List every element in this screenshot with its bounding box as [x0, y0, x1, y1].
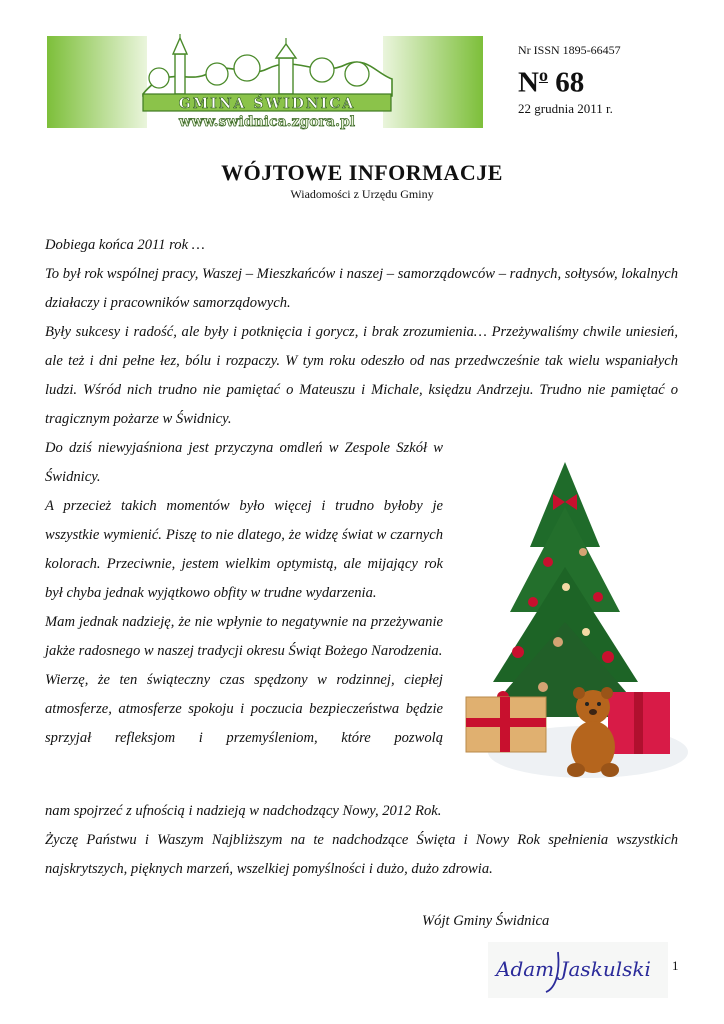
issn: Nr ISSN 1895-66457: [518, 43, 621, 57]
paragraph: Życzę Państwu i Waszym Najbliższym na te nadchodzące Święta i Nowy Rok spełnienia wszystkich najskrytszych, pięknych marzeń, wszelkiej pomyślności i dużo, dużo zdrowia.: [45, 832, 678, 877]
paragraph: Były sukcesy i radość, ale były i potknięcia i gorycz, i brak zrozumienia… Przeżywaliśmy chwile uniesień, ale też i dni pełne łez, bólu i rozpaczy. W tym roku odeszło od nas przedwcześnie tak wielu wspaniałych ludzi. Wśród nich trudno nie pamiętać o Mateuszu i Michale, księdzu Andrzeju. Trudno nie pamiętać o tragicznym pożarze w Świdnicy.: [45, 324, 678, 427]
body-top: [45, 231, 678, 434]
paragraph: Dobiega końca 2011 rok …: [45, 237, 205, 253]
page-title: WÓJTOWE INFORMACJE: [221, 160, 503, 185]
logo-url[interactable]: www.swidnica.zgora.pl: [178, 114, 356, 130]
municipality-logo: [47, 34, 483, 130]
issue-number: [518, 59, 718, 99]
svg-text:Adam Jaskulski: Adam Jaskulski: [496, 957, 651, 981]
signer-title: Wójt Gminy Świdnica: [422, 913, 550, 929]
paragraph: To był rok wspólnej pracy, Waszej – Mieszkańców i naszej – samorządowców – radnych, sołtysów, lokalnych działaczy i pracowników samorządowych.: [45, 266, 678, 311]
issue-info: [518, 43, 718, 116]
number-suffix: o: [538, 65, 548, 85]
body-bottom: [45, 797, 678, 884]
page-number: 1: [672, 958, 679, 973]
handwritten-signature: [488, 942, 668, 998]
paragraph: Do dziś niewyjaśniona jest przyczyna omdleń w Zespole Szkół w Świdnicy.: [45, 440, 443, 485]
paragraph: nam spojrzeć z ufnością i nadzieją w nadchodzący Nowy, 2012 Rok.: [45, 803, 442, 819]
christmas-tree-image: [458, 452, 688, 787]
header-banner: [47, 34, 483, 130]
number-prefix: N: [518, 66, 539, 99]
paragraph: A przecież takich momentów było więcej i trudno byłoby je wszystkie wymienić. Piszę to nie dlatego, że widzę świat w czarnych kolorach. Przeciwnie, jestem wielkim optymistą, ale mijający rok był chyba jednak wyjątkowo obfity w trudne wydarzenia.: [45, 498, 443, 601]
paragraph: Wierzę, że ten świąteczny czas spędzony w rodzinnej, ciepłej atmosferze, atmosferze spokoju i poczucia bezpieczeństwa będzie sprzyjał refleksjom i przemyśleniom, które pozwolą: [45, 672, 443, 746]
paragraph: Mam jednak nadzieję, że nie wpłynie to negatywnie na przeżywanie jakże radosnego w naszej tradycji okresu Świąt Bożego Narodzenia.: [45, 614, 443, 659]
number-value: 68: [555, 66, 585, 99]
logo-title: GMINA ŚWIDNICA: [178, 96, 356, 112]
page-subtitle: Wiadomości z Urzędu Gminy: [290, 187, 434, 201]
issue-date: 22 grudnia 2011 r.: [518, 100, 613, 116]
body-narrow: [45, 434, 443, 753]
